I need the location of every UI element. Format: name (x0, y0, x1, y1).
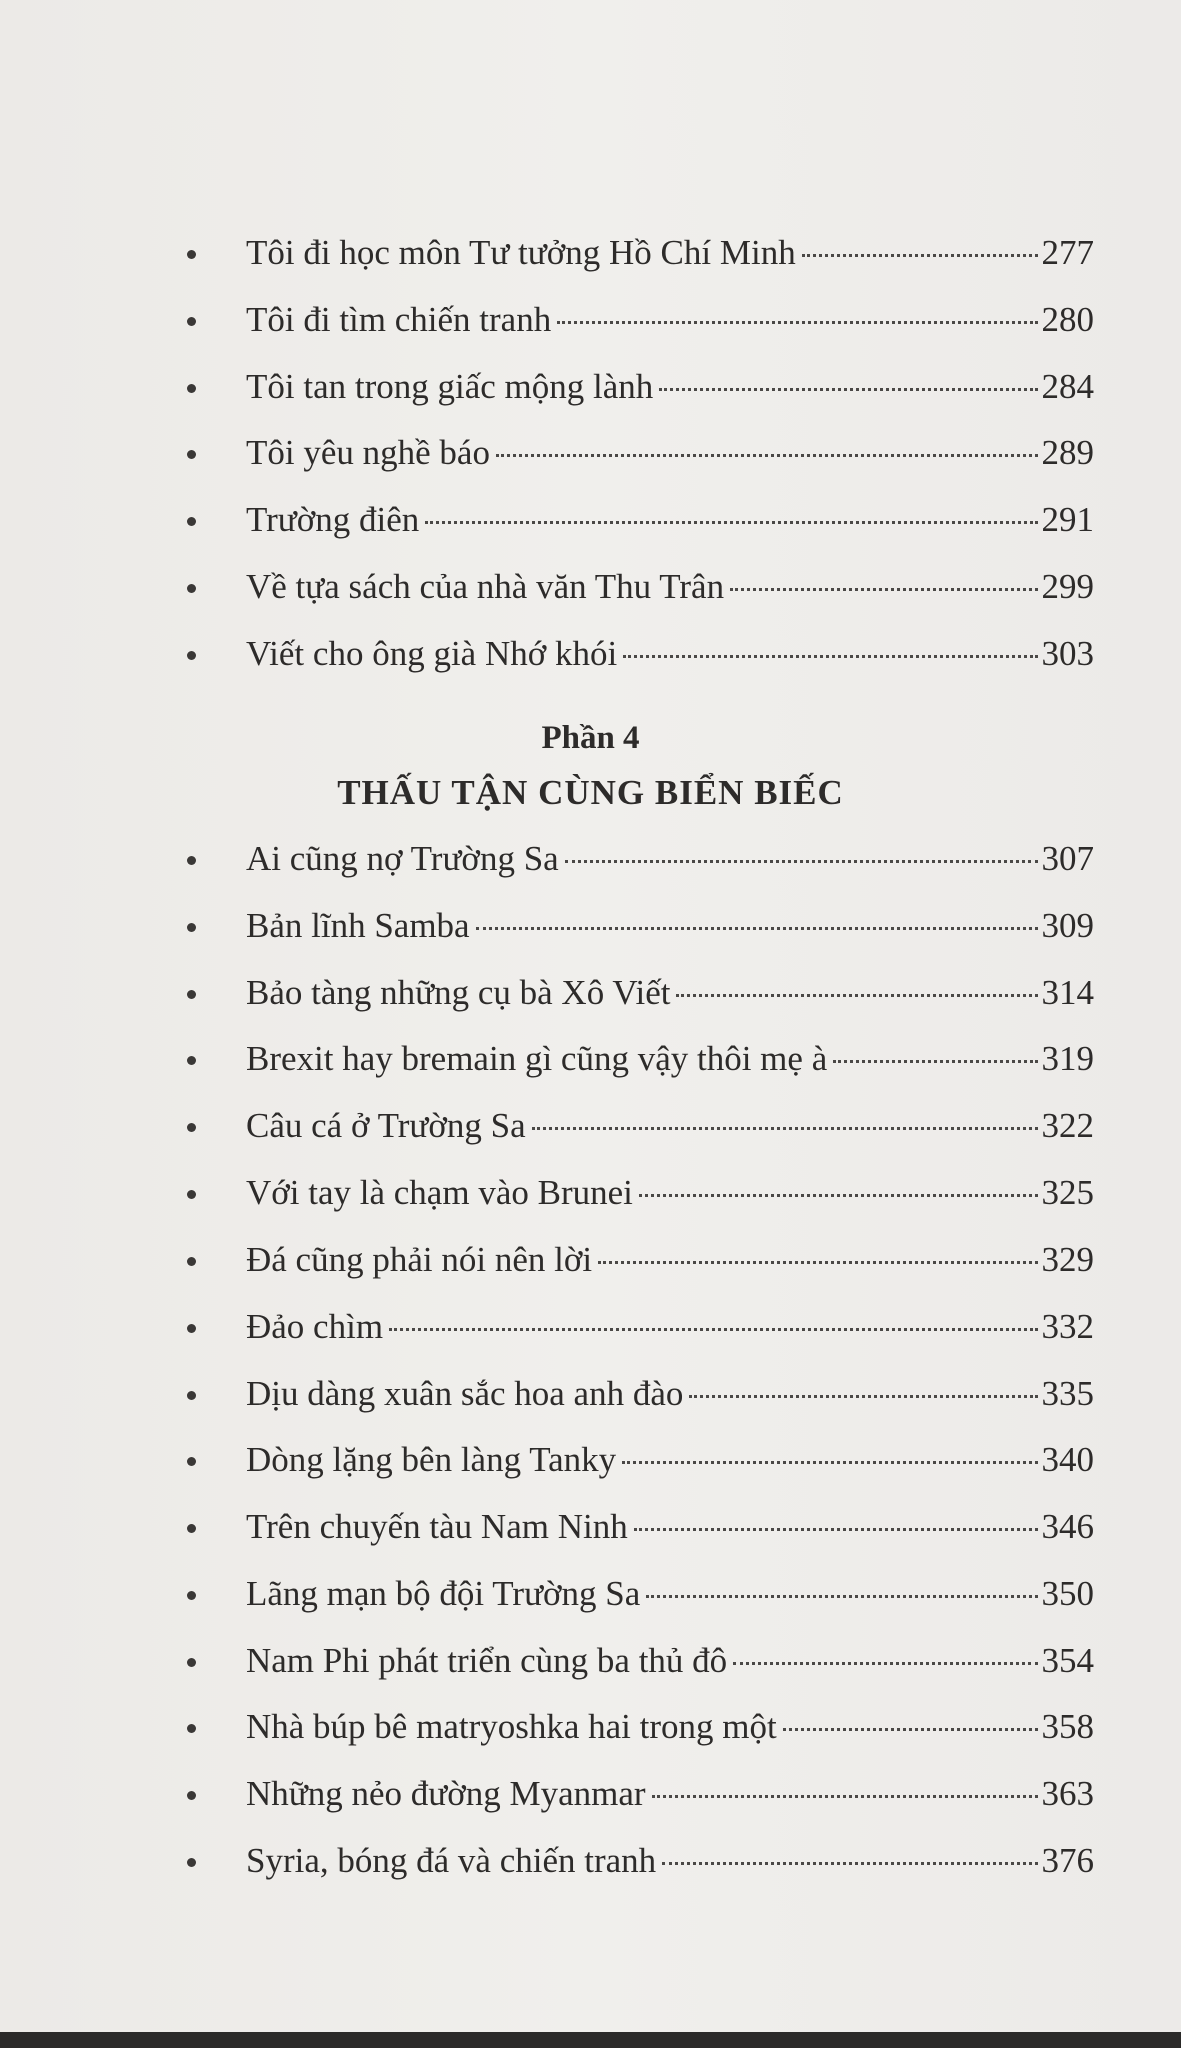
toc-entry (187, 1502, 1094, 1552)
toc-entry-title: Đá cũng phải nói nên lời (246, 1240, 593, 1279)
toc-entry-page: 363 (1041, 1774, 1094, 1813)
toc-entry-page: 280 (1041, 300, 1094, 339)
bullet-icon (187, 384, 196, 393)
toc-entry-title: Nhà búp bê matryoshka hai trong một (246, 1707, 777, 1746)
dot-leader (622, 1461, 1037, 1464)
toc-entry-title: Brexit hay bremain gì cũng vậy thôi mẹ à (246, 1039, 828, 1078)
toc-entry-page: 350 (1041, 1574, 1094, 1613)
toc-entry (187, 1034, 1094, 1084)
bullet-icon (187, 990, 196, 999)
toc-entry (187, 1702, 1094, 1752)
toc-entry-title: Bảo tàng những cụ bà Xô Viết (246, 973, 671, 1012)
toc-entry-page: 354 (1041, 1641, 1094, 1680)
dot-leader (496, 454, 1038, 457)
dot-leader (476, 927, 1038, 930)
dot-leader (676, 994, 1037, 997)
toc-entry (187, 901, 1094, 951)
bullet-icon (187, 584, 196, 593)
dot-leader (565, 860, 1038, 863)
toc-entry (187, 1235, 1094, 1285)
toc-entry-page: 277 (1041, 233, 1094, 272)
toc-entry-title: Bản lĩnh Samba (246, 906, 470, 945)
bullet-icon (187, 1591, 196, 1600)
toc-entry-page: 289 (1041, 433, 1094, 472)
bullet-icon (187, 1457, 196, 1466)
toc-entry-page: 329 (1041, 1240, 1094, 1279)
toc-entry-page: 307 (1041, 839, 1094, 878)
dot-leader (783, 1728, 1038, 1731)
toc-entry-title: Viết cho ông già Nhớ khói (246, 634, 618, 673)
bullet-icon (187, 1391, 196, 1400)
toc-entry-title: Syria, bóng đá và chiến tranh (246, 1841, 657, 1880)
bullet-icon (187, 1190, 196, 1199)
part-label: Phần 4 (541, 720, 640, 756)
toc-entry (187, 1435, 1094, 1485)
toc-entry-page: 319 (1041, 1039, 1094, 1078)
dot-leader (646, 1595, 1037, 1598)
toc-entry (187, 1369, 1094, 1419)
toc-entry-title: Lãng mạn bộ đội Trường Sa (246, 1574, 641, 1613)
toc-entry-title: Trên chuyến tàu Nam Ninh (246, 1507, 628, 1546)
toc-entry-page: 340 (1041, 1440, 1094, 1479)
dot-leader (389, 1328, 1037, 1331)
toc-entry (187, 629, 1094, 679)
toc-entry (187, 1101, 1094, 1151)
toc-entry-page: 332 (1041, 1307, 1094, 1346)
bullet-icon (187, 517, 196, 526)
bullet-icon (187, 1524, 196, 1533)
bullet-icon (187, 1658, 196, 1667)
dot-leader (639, 1194, 1038, 1197)
toc-entry (187, 428, 1094, 478)
toc-entry-title: Ai cũng nợ Trường Sa (246, 839, 559, 878)
dot-leader (425, 521, 1037, 524)
bullet-icon (187, 1324, 196, 1333)
bullet-icon (187, 1858, 196, 1867)
part-title: THẤU TẬN CÙNG BIỂN BIẾC (337, 773, 844, 812)
dot-leader (652, 1795, 1038, 1798)
dot-leader (532, 1127, 1038, 1130)
dot-leader (623, 655, 1037, 658)
toc-entry-page: 335 (1041, 1374, 1094, 1413)
toc-entry-title: Dòng lặng bên làng Tanky (246, 1440, 617, 1479)
toc-entry-title: Dịu dàng xuân sắc hoa anh đào (246, 1374, 684, 1413)
toc-entry-page: 346 (1041, 1507, 1094, 1546)
bullet-icon (187, 317, 196, 326)
bullet-icon (187, 923, 196, 932)
bullet-icon (187, 1257, 196, 1266)
toc-entry-title: Những nẻo đường Myanmar (246, 1774, 646, 1813)
toc-entry-title: Tôi yêu nghề báo (246, 433, 490, 472)
dot-leader (634, 1528, 1038, 1531)
bullet-icon (187, 1791, 196, 1800)
toc-entry (187, 495, 1094, 545)
toc-entry-page: 284 (1041, 367, 1094, 406)
toc-entry-title: Trường điên (246, 500, 420, 539)
toc-entry (187, 968, 1094, 1018)
toc-entry-title: Với tay là chạm vào Brunei (246, 1173, 633, 1212)
toc-entry (187, 1569, 1094, 1619)
toc-entry-title: Tôi đi tìm chiến tranh (246, 300, 552, 339)
toc-entry-title: Đảo chìm (246, 1307, 384, 1346)
toc-entry-page: 322 (1041, 1106, 1094, 1145)
toc-entry (187, 1636, 1094, 1686)
toc-entry-page: 291 (1041, 500, 1094, 539)
toc-entry-page: 358 (1041, 1707, 1094, 1746)
toc-entry-title: Câu cá ở Trường Sa (246, 1106, 526, 1145)
dot-leader (659, 388, 1037, 391)
toc-entry (187, 228, 1094, 278)
toc-entry-page: 309 (1041, 906, 1094, 945)
bullet-icon (187, 450, 196, 459)
toc-entry-title: Về tựa sách của nhà văn Thu Trân (246, 567, 725, 606)
toc-entry (187, 1168, 1094, 1218)
toc-entry (187, 362, 1094, 412)
dot-leader (733, 1662, 1037, 1665)
bullet-icon (187, 856, 196, 865)
toc-entry-page: 376 (1041, 1841, 1094, 1880)
bullet-icon (187, 250, 196, 259)
toc-entry (187, 295, 1094, 345)
toc-entry-title: Nam Phi phát triển cùng ba thủ đô (246, 1641, 728, 1680)
dot-leader (730, 588, 1037, 591)
toc-entry (187, 562, 1094, 612)
bullet-icon (187, 651, 196, 660)
toc-entry-title: Tôi đi học môn Tư tưởng Hồ Chí Minh (246, 233, 796, 272)
toc-entry-page: 299 (1041, 567, 1094, 606)
dot-leader (662, 1862, 1037, 1865)
toc-entry (187, 834, 1094, 884)
dot-leader (557, 321, 1037, 324)
bullet-icon (187, 1123, 196, 1132)
dot-leader (689, 1395, 1037, 1398)
toc-entry (187, 1302, 1094, 1352)
bullet-icon (187, 1056, 196, 1065)
toc-entry (187, 1769, 1094, 1819)
bullet-icon (187, 1724, 196, 1733)
toc-entry-page: 314 (1041, 973, 1094, 1012)
toc-entry (187, 1836, 1094, 1886)
toc-entry-title: Tôi tan trong giấc mộng lành (246, 367, 654, 406)
toc-entry-page: 303 (1041, 634, 1094, 673)
dot-leader (598, 1261, 1037, 1264)
dot-leader (802, 254, 1038, 257)
bottom-edge-bar (0, 2032, 1181, 2048)
toc-entry-page: 325 (1041, 1173, 1094, 1212)
dot-leader (833, 1060, 1037, 1063)
